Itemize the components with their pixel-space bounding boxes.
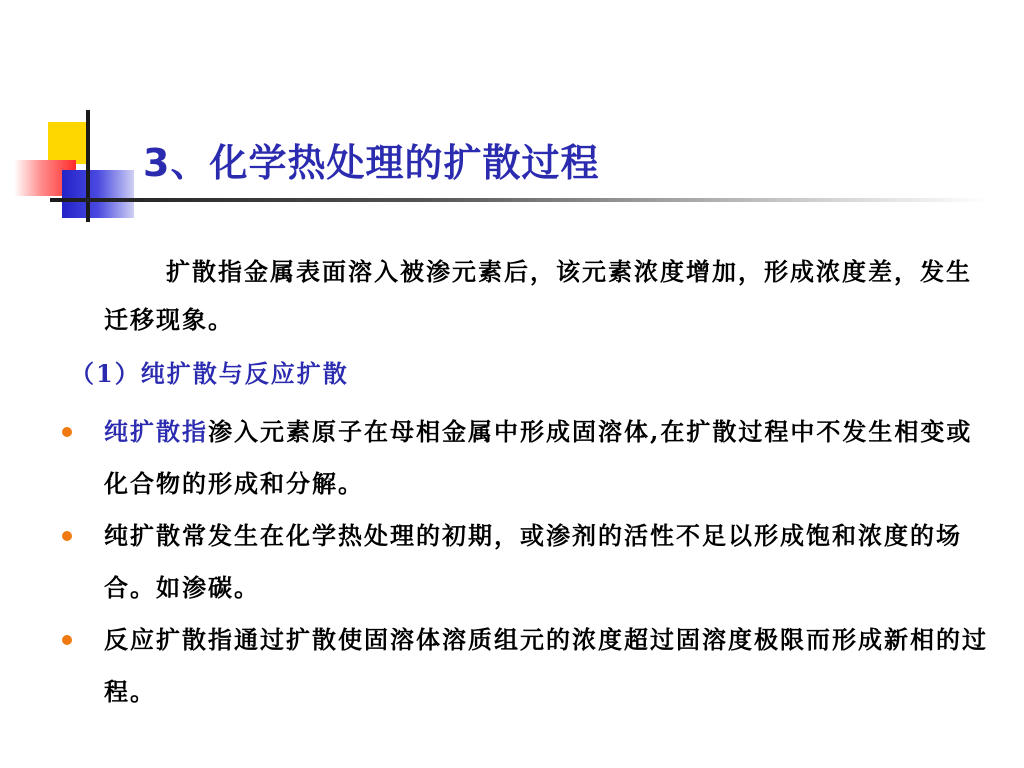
logo-vertical-line	[86, 110, 90, 222]
bullet-item-3	[104, 614, 992, 718]
bullet-text: 纯扩散常发生在化学热处理的初期，或渗剂的活性不足以形成饱和浓度的场合。如渗碳。	[104, 521, 962, 602]
bullet-item-1	[104, 406, 992, 510]
bullet-dot-icon	[62, 427, 72, 437]
bullet-dot-icon	[62, 531, 72, 541]
slide-title: 3、化学热处理的扩散过程	[143, 141, 600, 185]
bullet-dot-icon	[62, 635, 72, 645]
bullet-highlight: 纯扩散指	[104, 417, 208, 446]
logo-blue-square	[62, 170, 134, 218]
intro-paragraph: 扩散指金属表面溶入被渗元素后，该元素浓度增加，形成浓度差，发生迁移现象。	[104, 257, 972, 334]
bullet-item-2	[104, 510, 992, 614]
logo-yellow-square	[48, 122, 90, 164]
section-subheading: （1）纯扩散与反应扩散	[70, 359, 349, 388]
bullet-text: 渗入元素原子在母相金属中形成固溶体,在扩散过程中不发生相变或化合物的形成和分解。	[104, 417, 973, 498]
bullet-text: 反应扩散指通过扩散使固溶体溶质组元的浓度超过固溶度极限而形成新相的过程。	[104, 625, 988, 706]
title-underline	[50, 198, 990, 202]
